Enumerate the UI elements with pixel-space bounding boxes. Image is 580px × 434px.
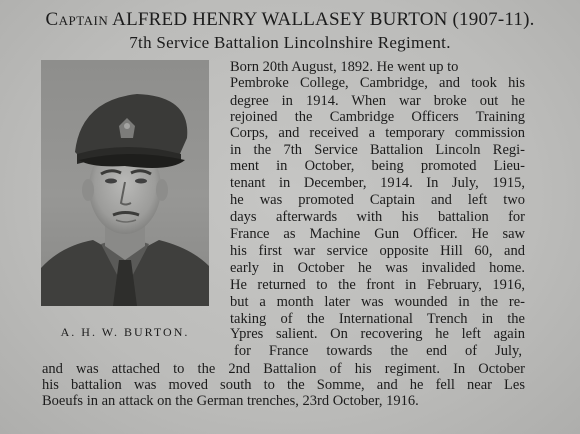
- body-line: for France towards the end of July,: [234, 343, 522, 359]
- body-line: Corps, and received a temporary commission: [230, 125, 525, 141]
- body-line: in the 7th Service Battalion Lincoln Regi-: [230, 142, 525, 158]
- body-line: tenant in December, 1914. In July, 1915,: [230, 175, 525, 191]
- body-line: Born 20th August, 1892. He went up to: [230, 59, 459, 75]
- portrait-photo: [41, 60, 209, 306]
- title-years: (1907-11).: [452, 9, 535, 30]
- page-title: [0, 9, 580, 31]
- title-rank: Captain: [45, 9, 109, 30]
- body-line: but a month later was wounded in the re-: [230, 294, 525, 310]
- body-line: ment in October, being promoted Lieu-: [230, 158, 525, 174]
- body-line: taking of the International Trench in the: [230, 311, 525, 327]
- title-name: ALFRED HENRY WALLASEY BURTON: [112, 9, 448, 30]
- body-line: rejoined the Cambridge Officers Training: [230, 109, 525, 125]
- body-line: days afterwards with his battalion for: [230, 209, 525, 225]
- body-line: France as Machine Gun Officer. He saw: [230, 226, 525, 242]
- body-line: he was promoted Captain and left two: [230, 192, 525, 208]
- body-line: Ypres salient. On recovering he left again: [230, 326, 525, 342]
- body-line: Pembroke College, Cambridge, and took his: [230, 75, 525, 91]
- body-line: his first war service opposite Hill 60, and: [230, 243, 525, 259]
- body-line: degree in 1914. When war broke out he: [230, 93, 525, 109]
- body-line: Boeufs in an attack on the German trenches, 23rd October, 1916.: [42, 393, 419, 409]
- photo-caption: A. H. W. BURTON.: [60, 325, 190, 339]
- portrait-illustration: [41, 60, 209, 306]
- body-line: his battalion was moved south to the Somme, and he fell near Les: [42, 377, 525, 393]
- body-line: and was attached to the 2nd Battalion of his regiment. In October: [42, 361, 525, 377]
- body-line: early in October he was invalided home.: [230, 260, 525, 276]
- page-subtitle: 7th Service Battalion Lincolnshire Regiment.: [129, 33, 451, 52]
- body-line: He returned to the front in February, 1916,: [230, 277, 525, 293]
